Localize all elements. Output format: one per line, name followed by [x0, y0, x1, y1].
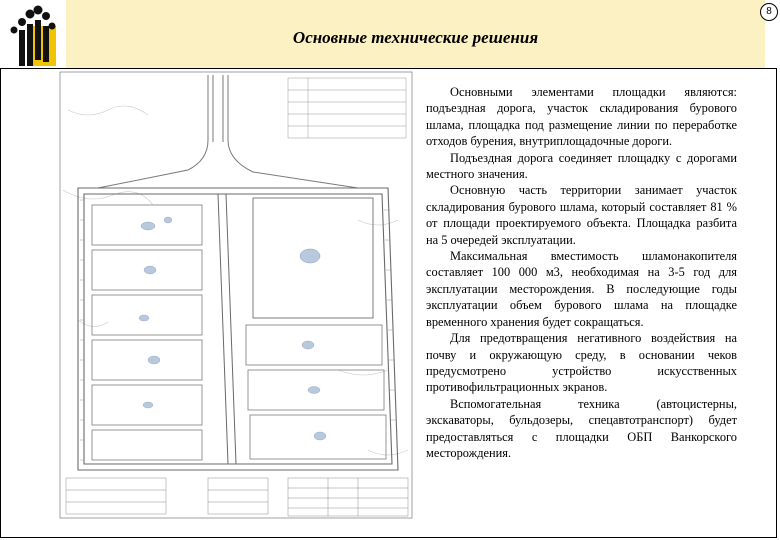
logo-area	[0, 0, 64, 68]
paragraph: Подъездная дорога соединяет площадку с дорогами местного значения.	[426, 150, 737, 182]
body-text	[426, 84, 737, 461]
paragraph: Основными элементами площадки являются: подъездная дорога, участок складирования бурового шлама, площадка под размещение линии по переработке отходов бурения, внутриплощадочные дороги.	[426, 85, 737, 149]
paragraph: Максимальная вместимость шламонакопителя составляет 100 000 м3, необходимая на 3-5 год для эксплуатации месторождения. В последующие годы эксплуатации объем бурового шлама на площадке временного хранения будет сокращаться.	[426, 249, 737, 329]
site-plan	[58, 70, 418, 520]
paragraph: Для предотвращения негативного воздействия на почву и окружающую среду, в основании чеков предусмотрено устройство искусственных противофильтрационных экранов.	[426, 331, 737, 395]
slide-header	[0, 0, 780, 68]
site-plan-drawing-icon	[58, 70, 418, 520]
slide-title: Основные технические решения	[292, 28, 539, 47]
paragraph: Вспомогательная техника (автоцистерны, экскаваторы, бульдозеры, спецавтотранспорт) будет предоставляться с площадки ОБП Ванкорского месторождения.	[426, 396, 737, 460]
slide-number: 8	[760, 3, 778, 21]
paragraph: Основную часть территории занимает участок складирования бурового шлама, который составляет 81 % от площади проектируемого объекта. Площадка разбита на 5 очередей эксплуатации.	[426, 183, 737, 247]
company-logo-icon	[0, 0, 64, 68]
